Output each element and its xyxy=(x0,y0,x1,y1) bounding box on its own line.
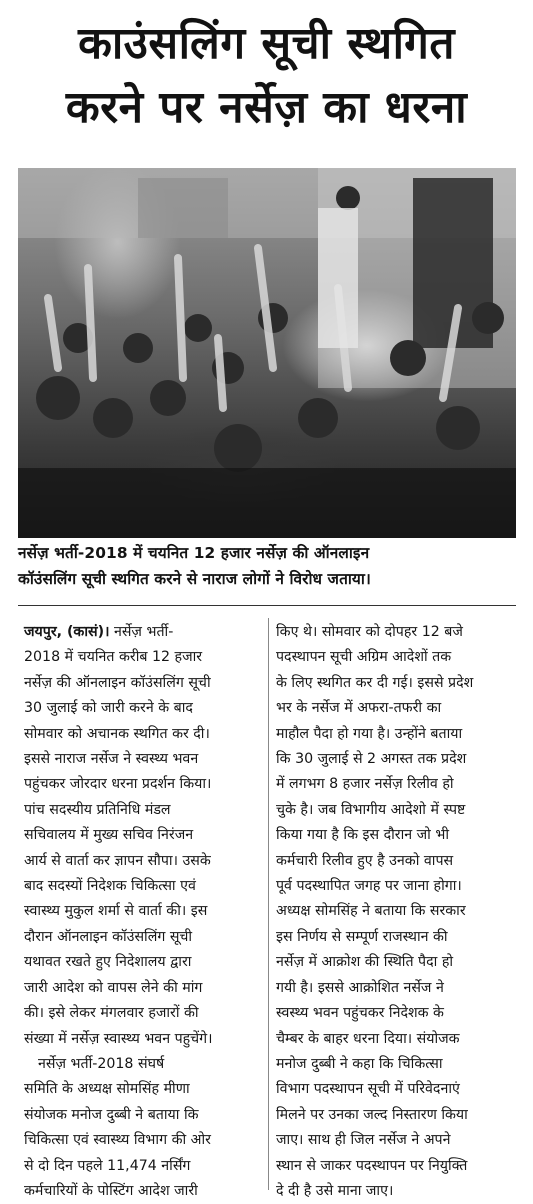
column-line: नर्सेज़ की ऑनलाइन कॉउंसलिंग सूची xyxy=(24,674,211,691)
protest-photo xyxy=(18,168,516,538)
column-line: पहुंचकर जोरदार धरना प्रदर्शन किया। xyxy=(24,776,212,793)
dateline: जयपुर, (कासं)। xyxy=(24,624,110,640)
headline xyxy=(0,0,533,160)
column-line: जाए। साथ ही जिल नर्सेज ने अपने xyxy=(276,1132,451,1149)
column-line: आर्य से वार्ता कर ज्ञापन सौपा। उसके xyxy=(24,852,211,869)
caption-line-2: कॉउंसलिंग सूची स्थगित करने से नाराज लोगों ने विरोध जताया। xyxy=(18,570,371,588)
column-line: माहौल पैदा हो गया है। उन्होंने बताया xyxy=(276,725,463,742)
column-line: जारी आदेश को वापस लेने की मांग xyxy=(24,979,203,996)
column-line-text: नर्सेज़ भर्ती- xyxy=(113,624,174,640)
article-column-right xyxy=(276,620,516,1204)
column-divider xyxy=(268,618,269,1190)
column-line: में लगभग 8 हजार नर्सेज़ रिलीव हो xyxy=(276,776,454,793)
column-line: किए थे। सोमवार को दोपहर 12 बजे xyxy=(276,624,463,640)
column-line: दे दी है उसे माना जाए। xyxy=(276,1182,394,1199)
column-line: 30 जुलाई को जारी करने के बाद xyxy=(24,700,193,717)
column-line: चैम्बर के बाहर धरना दिया। संयोजक xyxy=(276,1030,460,1047)
column-line: सचिवालय में मुख्य सचिव निरंजन xyxy=(24,827,194,844)
column-line: स्वस्थ्य भवन पहुंचकर निदेशक के xyxy=(276,1005,444,1022)
column-line: से दो दिन पहले 11,474 नर्सिंग xyxy=(24,1157,191,1174)
column-line: विभाग पदस्थापन सूची में परिवेदनाएं xyxy=(276,1081,460,1098)
column-line: स्थान से जाकर पदस्थापन पर नियुक्ति xyxy=(276,1157,468,1174)
column-line: की। इसे लेकर मंगलवार हजारों की xyxy=(24,1005,199,1022)
column-line: समिति के अध्यक्ष सोमसिंह मीणा xyxy=(24,1081,190,1098)
column-line: संयोजक मनोज दुब्बी ने बताया कि xyxy=(24,1106,199,1123)
column-line: के लिए स्थगित कर दी गई। इससे प्रदेश xyxy=(276,674,474,691)
headline-line-2: करने पर नर्सेज़ का धरना xyxy=(65,82,468,133)
column-line: नर्सेज़ में आक्रोश की स्थिति पैदा हो xyxy=(276,954,454,971)
column-line: बाद सदस्यों निदेशक चिकित्सा एवं xyxy=(24,878,196,895)
column-line: पांच सदस्यीय प्रतिनिधि मंडल xyxy=(24,801,171,818)
column-line: भर के नर्सेज में अफरा-तफरी का xyxy=(276,700,442,717)
column-line: कर्मचारियों के पोस्टिंग आदेश जारी xyxy=(24,1182,198,1199)
column-line: इससे नाराज नर्सेज ने स्वस्थ्य भवन xyxy=(24,751,199,768)
column-line: गयी है। इससे आक्रोशित नर्सेज ने xyxy=(276,979,444,996)
column-line: 2018 में चयनित करीब 12 हजार xyxy=(24,649,203,666)
column-line: यथावत रखते हुए निदेशालय द्वारा xyxy=(24,954,192,971)
column-line: इस निर्णय से सम्पूर्ण राजस्थान की xyxy=(276,928,448,945)
column-line: मिलने पर उनका जल्द निस्तारण किया xyxy=(276,1106,468,1123)
column-line: चिकित्सा एवं स्वास्थ्य विभाग की ओर xyxy=(24,1132,211,1149)
article-column-left xyxy=(24,620,264,1204)
column-line: कर्मचारी रिलीव हुए है उनको वापस xyxy=(276,852,454,869)
column-line: सोमवार को अचानक स्थगित कर दी। xyxy=(24,725,210,742)
photo-caption xyxy=(18,540,516,600)
column-line: स्वास्थ्य मुकुल शर्मा से वार्ता की। इस xyxy=(24,903,208,920)
column-line xyxy=(24,620,264,645)
column-line: चुके है। जब विभागीय आदेशो में स्पष्ट xyxy=(276,801,466,818)
column-line: दौरान ऑनलाइन कॉउंसलिंग सूची xyxy=(24,928,193,945)
column-line: अध्यक्ष सोमसिंह ने बताया कि सरकार xyxy=(276,903,466,920)
caption-line-1: नर्सेज़ भर्ती-2018 में चयनित 12 हजार नर्सेज़ की ऑनलाइन xyxy=(18,544,370,562)
column-line: किया गया है कि इस दौरान जो भी xyxy=(276,827,450,844)
column-line: नर्सेज़ भर्ती-2018 संघर्ष xyxy=(38,1055,165,1072)
caption-divider xyxy=(18,605,516,606)
column-line: मनोज दुब्बी ने कहा कि चिकित्सा xyxy=(276,1055,443,1072)
headline-line-1: काउंसलिंग सूची स्थगित xyxy=(78,18,455,69)
column-line: संख्या में नर्सेज़ स्वास्थ्य भवन पहुचेंगे। xyxy=(24,1030,213,1047)
protest-photo-illustration xyxy=(18,168,516,538)
column-line: कि 30 जुलाई से 2 अगस्त तक प्रदेश xyxy=(276,751,467,768)
column-line: पूर्व पदस्थापित जगह पर जाना होगा। xyxy=(276,878,462,895)
column-line: पदस्थापन सूची अग्रिम आदेशों तक xyxy=(276,649,452,666)
